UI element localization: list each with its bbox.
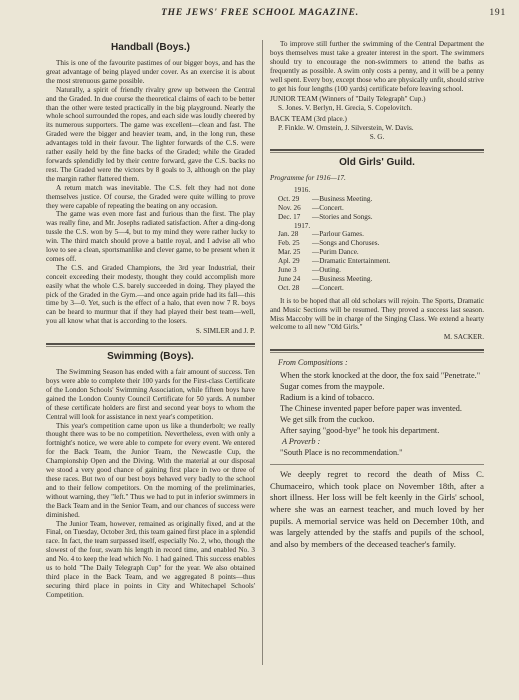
programme-event: —Business Meeting.	[312, 194, 373, 203]
section-rule	[270, 352, 484, 353]
programme-event: —Concert.	[312, 283, 344, 292]
composition-item: Sugar comes from the maypole.	[280, 382, 385, 392]
guild-signature: M. SACKER.	[443, 333, 484, 342]
programme-item	[270, 204, 484, 213]
programme-item	[270, 275, 484, 284]
programme-item	[270, 195, 484, 204]
swimming-paragraph: This year's competition came upon us like a thunderbolt; we really thought there was to be no competition. Nevertheless, even with only a fortnight's notice, we were able to compete for every event. We entered for the Back Team, the Junior Team, the Newcastle Cup, the Championship Open and the Diving. With the material at our disposal we stood a very good chance of gaining first place in two or three of these races. But two of our best boys behaved very badly to the school and to their fellow competitors. On the morning of the preliminaries, without warning, they "left." Thus we had to put in inferior swimmers in the Back Team and in the Senior Team, and our chances of success were diminished.	[46, 421, 255, 519]
page-header	[14, 6, 506, 24]
programme-item	[270, 239, 484, 248]
programme-item	[270, 257, 484, 266]
swimming-paragraph: The Junior Team, however, remained as originally fixed, and at the Final, on Tuesday, October 3rd, this team gained first place in a splendid race. In fact, the team surpassed itself, especially No. 2, who, though the slowest of the four, swam his length in record time, and enabled No. 3 and No. 4 to keep the lead which No. 1 had gained. This success enables us to hold "The Daily Telegraph Cup" for the year. We also obtained third place in the Back Team, and we aggregated 8 points—thus securing third place in points in City and Whitechapel Schools' Competition.	[46, 519, 255, 599]
proverb-heading: A Proverb :	[282, 437, 321, 447]
programme-event: —Songs and Choruses.	[312, 239, 380, 248]
handball-paragraph: Naturally, a spirit of friendly rivalry grew up between the Central and the Graded. In due course the theoretical claims of each to be better than the other were tested practically in the big playground. Nearly the whole school surrounded the ropes, and each side was loudly cheered by its numerous supporters. The game was excellent—clean and fast. The Graded were the bigger and heavier team, and, in the long run, these advantages told in their favour. The lighter forwards of the C.S. were rather easily held by the fine backs of the Graded; while the Graded forwards splendidly led by their centre forward, gave the C.S. backs no rest. The Graded were the victors by 8 goals to 3, although on the play the margin rather flattered them.	[46, 85, 255, 183]
section-rule	[270, 149, 484, 151]
programme-item	[270, 284, 484, 293]
programme-event: —Purim Dance.	[312, 248, 359, 257]
composition-item: After saying "good-bye" he took his department.	[280, 426, 440, 436]
composition-item: We get silk from the cuckoo.	[280, 415, 375, 425]
junior-team-line: JUNIOR TEAM (Winners of "Daily Telegraph" Cup.)	[270, 95, 426, 104]
handball-paragraph: A return match was inevitable. The C.S. felt they had not done themselves justice. Of course, the Graded were quite willing to prove they were capable of repeating the beating on any occasion.	[46, 183, 255, 210]
handball-paragraph: This is one of the favourite pastimes of our bigger boys, and has the great advantage of being played under cover. As an exercise it is about the most strenuous game possible.	[46, 59, 255, 85]
section-rule	[270, 464, 484, 465]
junior-team-names: S. Jones. V. Berlyn, H. Grecia, S. Copelovitch.	[278, 104, 413, 113]
handball-paragraph: The game was even more fast and furious than the first. The play was really fine, and Mr. Josephs radiated satisfaction. After a ding-dong tussle the C.S. won by 5—4, but to my mind they were rather lucky to win. The third match should prove a battle royal, and I advise all who love to see a clean, sportsmanlike and clever game, to be present when it comes off.	[46, 210, 255, 263]
swimming-continued-paragraph: To improve still further the swimming of the Central Department the boys themselves must take a greater interest in the sport. The swimmers should try to encourage the non-swimmers to attend the baths as frequently as possible. A swim only costs a penny, and it will be a penny well spent. Every boy, except those who are physically unfit, should strive to get his four lengths (100 yards) certificate before leaving school.	[270, 40, 484, 93]
programme-item	[270, 230, 484, 239]
programme-date: Dec. 17	[278, 212, 301, 221]
page-number: 191	[489, 8, 506, 18]
programme-date: Nov. 26	[278, 203, 301, 212]
programme-event: —Outing.	[312, 266, 341, 275]
section-rule	[46, 346, 255, 347]
swimming-signature: S. G.	[369, 133, 385, 142]
column-divider	[262, 40, 263, 665]
composition-item: When the stork knocked at the door, the fox said "Penetrate."	[280, 371, 481, 381]
swimming-paragraph: The Swimming Season has ended with a fair amount of success. Ten boys were able to complete their 100 yards for the First-class Certificate of the London Schools' Swimming Association, while fifteen boys have gained the London County Council Certificate for 50 yards. A number of these certificate holders are first and second year boys to whom the Central will look for assistance in next year's competition.	[46, 368, 255, 421]
handball-title: Handball (Boys.)	[111, 42, 190, 53]
section-rule	[270, 349, 484, 351]
programme-date: Mar. 25	[278, 248, 301, 257]
programme-year: 1917.	[294, 221, 311, 230]
compositions-section	[270, 357, 484, 458]
programme-date: Jan. 28	[278, 230, 299, 239]
compositions-heading: From Compositions :	[278, 358, 348, 368]
section-rule	[270, 152, 484, 153]
back-team-line: BACK TEAM (3rd place.)	[270, 115, 347, 124]
composition-item: Radium is a kind of tobacco.	[280, 393, 375, 403]
programme-item	[270, 213, 484, 222]
right-column	[270, 40, 484, 550]
programme-event: —Dramatic Entertainment.	[312, 257, 391, 266]
programme-event: —Stories and Songs.	[312, 212, 373, 221]
programme-date: Apl. 29	[278, 257, 300, 266]
programme-event: —Business Meeting.	[312, 274, 373, 283]
programme-item	[270, 248, 484, 257]
programme-date: Oct. 28	[278, 283, 300, 292]
section-rule	[46, 343, 255, 345]
programme-year: 1916.	[294, 185, 311, 194]
composition-item: The Chinese invented paper before paper was invented.	[280, 404, 462, 414]
programme-event: —Concert.	[312, 203, 344, 212]
handball-signature: S. SIMLER and J. P.	[195, 327, 255, 336]
programme-event: —Parlour Games.	[312, 230, 364, 239]
left-column	[46, 40, 255, 600]
programme-date: Oct. 29	[278, 194, 300, 203]
magazine-title: THE JEWS' FREE SCHOOL MAGAZINE.	[161, 8, 359, 18]
proverb-text: "South Place is no recommendation."	[280, 448, 403, 458]
back-team-names: P. Finkle. W. Ornstein, J. Silverstein, W. Davis.	[278, 124, 414, 133]
programme-item	[270, 266, 484, 275]
obituary-paragraph: We deeply regret to record the death of Miss C. Chumaceiro, which took place on November 18th, after a short illness. Her loss will be felt keenly in the Girls' school, where she was an earnest teacher, and much loved by her pupils. A memorial service was held on December 10th, and was largely attended by the staffs and pupils of the school, and also by members of the deceased teacher's family.	[270, 469, 484, 549]
guild-paragraph: It is to be hoped that all old scholars will rejoin. The Sports, Dramatic and Music Sections will be resumed. They proved a success last season. Miss Maccoby will be in charge of the Singing Class. We extend a hearty welcome to all new "Old Girls."	[270, 296, 484, 332]
programme-title: Programme for 1916—17.	[270, 173, 346, 182]
guild-title: Old Girls' Guild.	[339, 156, 415, 168]
swimming-title: Swimming (Boys).	[107, 351, 194, 363]
programme-date: June 3	[278, 266, 297, 275]
programme-date: June 24	[278, 274, 301, 283]
programme-date: Feb. 25	[278, 239, 300, 248]
handball-paragraph: The C.S. and Graded Champions, the 3rd year Industrial, their conceit exceeding their modesty, thought they could accomplish more easily what the whole C.S. barely succeeded in doing. They played the pick of the Graded in the Gym.—and once again pride had its fall—this time by 3—0. Yet, such is the effect of a halo, that even now 7 R. boys can be heard to murmur that if they had played their best team—well, you all know what that is according to the losers.	[46, 263, 255, 326]
